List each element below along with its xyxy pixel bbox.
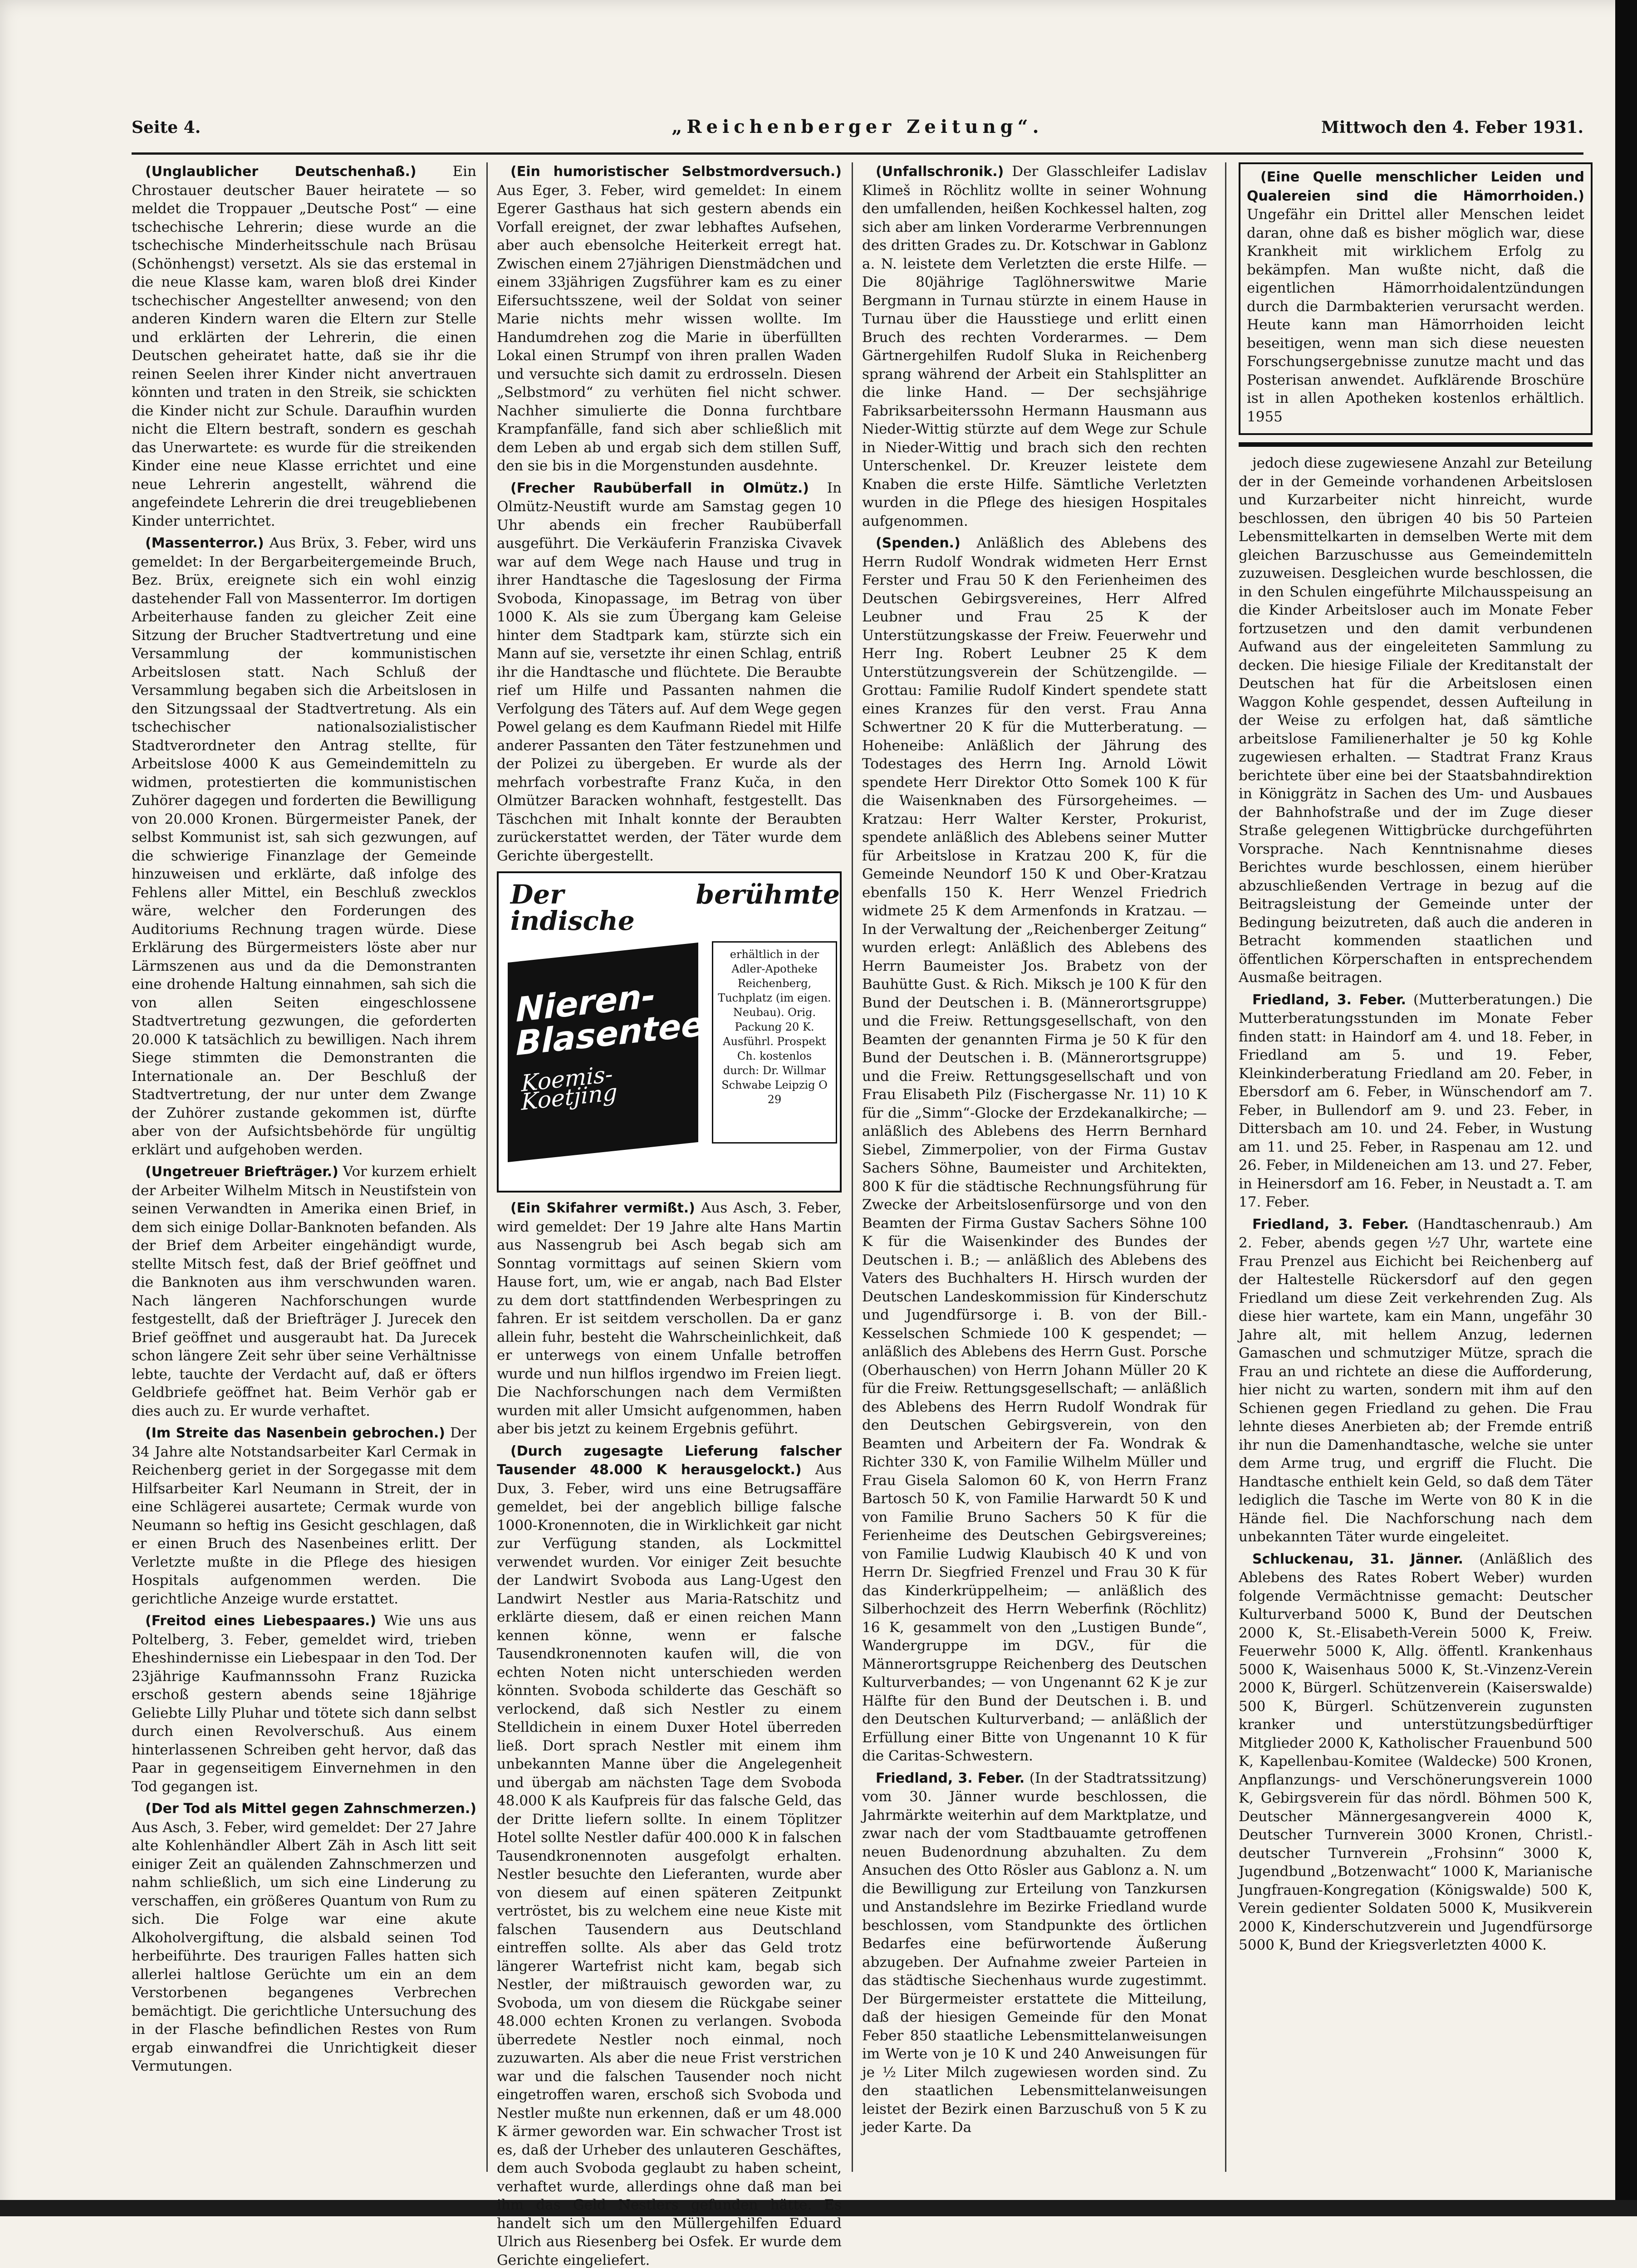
- article: [862, 1769, 1207, 2137]
- article-text: (Handtaschenraub.) Am 2. Feber, abends gegen ½7 Uhr, wartete eine Frau Prenzel aus Eichicht bei Reichenberg auf der Haltestelle Rückersdorf auf den gegen Friedland um diese Zeit verkehrenden Zug. Als diese hier wartete, kam ein Mann, ungefähr 30 Jahre alt, mit hellem Anzug, ledernen Gamaschen und schmutziger Mütze, sprach die Frau an und richtete an diese die Aufforderung, hier nicht zu warten, sondern mit ihm auf den Schienen gegen Friedland zu gehen. Die Frau lehnte dieses Anerbieten ab; der Fremde entriß ihr nun die Damenhandtasche, welche sie unter dem Arme trug, und ergriff die Flucht. Die Handtasche enthielt kein Geld, so daß dem Täter lediglich die Tasche im Werte von 80 K in die Hände fiel. Die Nachforschung nach dem unbekannten Täter wurde eingeleitet.: [1239, 1216, 1593, 1545]
- article-headline: (Ein Skifahrer vermißt.): [510, 1200, 695, 1216]
- article-headline: (Eine Quelle menschlicher Leiden und Qualereien sind die Hämorrhoiden.): [1247, 169, 1584, 204]
- article-headline: (Freitod eines Liebespaares.): [145, 1613, 376, 1629]
- newspaper-title: „Reichenberger Zeitung“.: [132, 116, 1583, 137]
- article-headline: (Der Tod als Mittel gegen Zahnschmerzen.): [145, 1801, 476, 1817]
- ad-banner: [508, 943, 698, 1162]
- column-divider: [1225, 162, 1226, 2172]
- article-headline: (Frecher Raubüberfall in Olmütz.): [510, 480, 809, 496]
- article: [1239, 1215, 1593, 1546]
- header-rule: [132, 152, 1583, 155]
- article-headline: (Durch zugesagte Lieferung falscher Tausender 48.000 K herausgelockt.): [497, 1443, 842, 1478]
- article-text: In Olmütz-Neustift wurde am Samstag gegen 10 Uhr abends ein frecher Raubüberfall ausgeführt. Die Verkäuferin Franziska Civavek war auf dem Wege nach Hause und trug in ihrer Handtasche die Tageslosung der Firma Svoboda, Kinopassage, im Betrag von über 1000 K. Als sie zum Übergang kam Geleise hinter dem Stadtpark kam, stürzte sich ein Mann auf sie, versetzte ihr einen Schlag, entriß ihr die Handtasche und flüchtete. Die Beraubte rief um Hilfe und Passanten nahmen die Verfolgung des Täters auf. Auf dem Wege gegen Powel gelang es dem Kaufmann Riedel mit Hilfe anderer Passanten den Täter festzunehmen und der Polizei zu übergeben. Er wurde als der mehrfach vorbestrafte Franz Kuča, in den Olmützer Baracken wohnhaft, festgestellt. Das Täschchen mit Inhalt konnte der Beraubten zurückerstattet werden, der Täter wurde dem Gerichte übergestellt.: [497, 480, 842, 864]
- article-headline: (Massenterror.): [145, 535, 264, 551]
- article-text: Ungefähr ein Drittel aller Menschen leidet daran, ohne daß es bisher möglich war, diese Krankheit mit wirklichem Erfolg zu bekämpfen. Man wußte nicht, daß die eigentlichen Hämorrhoidalentzündungen durch die Darmbakterien verursacht werden. Heute kann man Hämorrhoiden leicht beseitigen, wenn man sich diese neuesten Forschungsergebnisse zunutze macht und das Posterisan anwendet. Aufklärende Broschüre ist in allen Apotheken kostenlos erhältlich. 1955: [1247, 206, 1584, 425]
- article: [497, 162, 842, 475]
- article-text: Vor kurzem erhielt der Arbeiter Wilhelm Mitsch in Neustifstein von seinen Verwandten in Amerika einen Brief, in dem sich einige Dollar-Banknoten befanden. Als der Brief dem Arbeiter eingehändigt wurde, stellte Mitsch fest, daß der Brief geöffnet und die Banknoten aus ihm verschwunden waren. Nach längeren Nachforschungen wurde festgestellt, daß der Briefträger J. Jurecek den Brief geöffnet und ausgeraubt hat. Da Jurecek schon längere Zeit sehr über seine Verhältnisse lebte, tauchte der Verdacht auf, daß er öfters Geldbriefe geöffnet hat. Beim Verhör gab er dies auch zu. Er wurde verhaftet.: [132, 1163, 476, 1419]
- ad-brand: Koemis-Koetjing: [521, 1056, 698, 1111]
- scan-edge-right: [1615, 0, 1637, 2216]
- article: [497, 479, 842, 865]
- article: [497, 1442, 842, 2268]
- article-headline: Friedland, 3. Feber.: [1252, 992, 1406, 1008]
- notice-box: [1239, 162, 1593, 435]
- article: [862, 534, 1207, 1765]
- article-headline: Friedland, 3. Feber.: [1252, 1217, 1409, 1232]
- article-text: (Anläßlich des Ablebens des Rates Robert Weber) wurden folgende Vermächtnisse gemacht: Deutscher Kulturverband 5000 K, Bund der Deutschen 2000 K, St.-Elisabeth-Verein 5000 K, Freiw. Feuerwehr 5000 K, Allg. öffentl. Krankenhaus 5000 K, Waisenhaus 5000 K, St.-Vinzenz-Verein 2000 K, Bürgerl. Schützenverein (Kaiserswalde) 500 K, Bürgerl. Schützenverein zugunsten kranker und unterstützungsbedürftiger Mitglieder 2000 K, Katholischer Frauenbund 500 K, Kapellenbau-Komitee (Waldecke) 500 Kronen, Anpflanzungs- und Verschönerungsverein 1000 K, Gebirgsverein für das nördl. Böhmen 500 K, Deutscher Männergesangverein 4000 K, Deutscher Turnverein 3000 Kronen, Christl.-deutscher Turnverein „Frohsinn“ 3000 K, Jugendbund „Botzenwacht“ 1000 K, Marianische Jungfrauen-Kongregation (Königswalde) 500 K, Verein gedienter Soldaten 5000 K, Musikverein 2000 K, Kinderschutzverein und Jugendfürsorge 5000 K, Bund der Kriegsverletzten 4000 K.: [1239, 1551, 1593, 1954]
- article-text: (In der Stadtratssitzung) vom 30. Jänner wurde beschlossen, die Jahrmärkte weiterhin auf dem Marktplatze, und zwar nach der vom Stadtbauamte getroffenen neuen Budenordnung abzuhalten. Zu dem Ansuchen des Otto Rösler aus Gablonz a. N. um die Bewilligung zur Erteilung von Tanzkursen und Anstandslehre im Bezirke Friedland wurde beschlossen, vom Standpunkte des örtlichen Bedarfes eine befürwortende Äußerung abzugeben. Der Aufnahme zweier Parteien in das städtische Siechenhaus wurde zugestimmt. Der Bürgermeister erstattete die Mitteilung, daß der hiesigen Gemeinde für den Monat Feber 850 staatliche Lebensmittelanweisungen im Werte von je 10 K und 240 Anweisungen für je ½ Liter Milch zugewiesen worden sind. Zu den staatlichen Lebensmittelanweisungen leistet der Bezirk einen Barzuschuß von 5 K zu jeder Karte. Da: [862, 1770, 1207, 2136]
- article: [132, 1424, 476, 1608]
- article: [862, 162, 1207, 530]
- page-number: Seite 4.: [132, 118, 201, 137]
- article-text: Anläßlich des Ablebens des Herrn Rudolf Wondrak widmeten Herr Ernst Ferster und Frau 50 K den Ferienheimen des Deutschen Gebirgsvereines, Herr Alfred Leubner und Frau 25 K der Unterstützungskasse der Freiw. Feuerwehr und Herr Ing. Robert Leubner 25 K dem Unterstützungsverein der Schützengilde. — Grottau: Familie Rudolf Kindert spendete statt eines Kranzes für den verst. Frau Anna Schwertner 20 K für die Mutterberatung. — Hoheneibe: Anläßlich der Jährung des Todestages des Herrn Ing. Arnold Löwit spendete Herr Direktor Otto Somek 100 K für die Waisenknaben des Fürsorgeheimes. — Kratzau: Herr Walter Kerster, Prokurist, spendete anläßlich des Ablebens seiner Mutter für Arbeitslose in Kratzau 200 K, für die Gemeinde Neundorf 150 K und Ober-Kratzau ebenfalls 150 K. Herr Wenzel Friedrich widmete 25 K dem Armenfonds in Kratzau. — In der Verwaltung der „Reichenberger Zeitung“ wurden erlegt: Anläßlich des Ablebens des Herrn Baumeister Jos. Brabetz von der Bauhütte Gust. & Rich. Miksch je 100 K für den Bund der Deutschen i. B. (Männerortsgruppe) und die Freiw. Rettungsgesellschaft, von den Beamten der genannten Firma je 50 K für den Bund der Deutschen i. B. (Männerortsgruppe) und die Freiw. Rettungsgesellschaft und von Frau Elisabeth Pilz (Fischergasse Nr. 11) 10 K für die „Simm“-Glocke der Erzdekanalkirche; — anläßlich des Ablebens des Herrn Bernhard Siebel, Zimmerpolier, von der Firma Gustav Sachers Söhne, Baumeister und Architekten, 800 K für die städtische Rechnungsführung für Zwecke der Arbeitslosenfürsorge und von den Beamten der Firma Gustav Sachers Söhne 100 K für die Waisenkinder des Bundes der Deutschen i. B.; — anläßlich des Ablebens des Vaters des Buchhalters H. Hirsch wurden der Deutschen Landeskommission für Kinderschutz und Jugendfürsorge i. B. von der Bill.-Kesselschen Schmiede 100 K gespendet; — anläßlich des Ablebens des Herrn Gust. Porsche (Oberhauschen) von Herrn Johann Müller 20 K für die Freiw. Rettungsgesellschaft; — anläßlich des Ablebens des Herrn Rudolf Wondrak für den Deutschen Gebirgsverein, von den Beamten und Arbeitern der Fa. Wondrak & Richter 330 K, von Familie Wilhelm Müller und Frau Gisela Salomon 60 K, von Herrn Franz Bartosch 50 K, von Familie Harwardt 50 K und von Familie Bruno Sachers 50 K für die Ferienheime des Deutschen Gebirgsvereines; von Familie Ludwig Klaubisch 40 K und von Herrn Dr. Siegfried Frenzel und Frau 30 K für das Kinderkrüppelheim; — anläßlich des Silberhochzeit des Herrn Weberfink (Röchlitz) 16 K, gesammelt von den „Lustigen Bunde“, Wandergruppe im DGV., für die Männerortsgruppe Reichenberg des Deutschen Kulturverbandes; — von Ungenannt 62 K je zur Hälfte für den Bund der Deutschen i. B. und den Deutschen Kulturverband; — anläßlich der Erfüllung einer Bitte von Ungenannt 10 K für die Caritas-Schwestern.: [862, 535, 1207, 1764]
- advertisement: [497, 871, 842, 1193]
- article-text: Aus Asch, 3. Feber, wird gemeldet: Der 27 Jahre alte Kohlenhändler Albert Zäh in Asch litt seit einiger Zeit an quälenden Zahnschmerzen und nahm schließlich, um sich eine Linderung zu verschaffen, ein größeres Quantum von Rum zu sich. Die Folge war eine akute Alkoholvergiftung, die alsbald seinen Tod herbeiführte. Des traurigen Falles hatten sich allerlei haltlose Gerüchte um ein an dem Verstorbenen begangenes Verbrechen bemächtigt. Die gerichtliche Untersuchung des in der Flasche befindlichen Restes von Rum ergab einwandfrei die Unrichtigkeit dieser Vermutungen.: [132, 1819, 476, 2075]
- article-text: Aus Dux, 3. Feber, wird uns eine Betrugsaffäre gemeldet, bei der angeblich billige falsche 1000-Kronennoten, die in Wirklichkeit gar nicht zur Verfügung standen, als Lockmittel verwendet wurden. Vor einiger Zeit besuchte der Landwirt Svoboda aus Lang-Ugest den Landwirt Nestler aus Maria-Ratschitz und erklärte diesem, daß er einen reichen Mann kennen könne, wenn er falsche Tausendkronennoten kaufen will, die von echten Noten nicht unterschieden werden könnten. Svoboda schilderte das Geschäft so verlockend, daß sich Nestler zu einem Stelldichein in einem Duxer Hotel überreden ließ. Dort sprach Nestler mit einem ihm unbekannten Manne über die Angelegenheit und übergab am nächsten Tage dem Svoboda 48.000 K als Kaufpreis für das falsche Geld, das der Dritte liefern sollte. In einem Töplitzer Hotel sollte Nestler dafür 400.000 K in falschen Tausendkronennoten ausgefolgt erhalten. Nestler besuchte den Lieferanten, wurde aber von diesem auf einen späteren Zeitpunkt vertröstet, bis zu welchem eine neue Kiste mit falschen Tausendern aus Deutschland eintreffen sollte. Als aber das Geld trotz längerer Wartefrist nicht kam, begab sich Nestler, der mißtrauisch geworden war, zu Svoboda, um von diesem die Rückgabe seiner 48.000 echten Kronen zu verlangen. Svoboda überredete Nestler noch einmal, noch zuzuwarten. Als aber die neue Frist verstrichen war und die falschen Tausender noch nicht eingetroffen waren, erschoß sich Svoboda und Nestler mußte nun erkennen, daß er um 48.000 K ärmer geworden war. Ein schwacher Trost ist es, daß der Urheber des unlauteren Geschäftes, dem auch Svoboda geglaubt zu haben scheint, verhaftet wurde, allerdings ohne daß man bei ihm das Geld Nestlers gefunden hätte. Es handelt sich um den Müllergehilfen Eduard Ulrich aus Riesenberg bei Osfek. Er wurde dem Gerichte eingeliefert.: [497, 1461, 842, 2268]
- article-text: Der Glasschleifer Ladislav Klimeš in Röchlitz wollte in seiner Wohnung den umfallenden, heißen Kochkessel halten, zog sich aber am linken Vorderarme Verbrennungen des dritten Grades zu. Dr. Kotschwar in Gablonz a. N. leistete dem Verletzten die erste Hilfe. — Die 80jährige Taglöhnerswitwe Marie Bergmann in Turnau stürzte in einem Hause in Turnau über die Hausstiege und erlitt einen Bruch des rechten Vorderarmes. — Dem Gärtnergehilfen Rudolf Sluka in Reichenberg sprang während der Arbeit ein Stahlsplitter an die linke Hand. — Der sechsjährige Fabriksarbeiterssohn Hermann Hausmann aus Nieder-Wittig stürzte auf dem Wege zur Schule in Nieder-Wittig und brach sich den rechten Unterschenkel. Dr. Kreuzer leistete dem Knaben die erste Hilfe. Sämtliche Verletzten wurden in die Pflege des hiesigen Hospitales aufgenommen.: [862, 163, 1207, 529]
- article-text: jedoch diese zugewiesene Anzahl zur Beteilung der in der Gemeinde vorhandenen Arbeitslosen und Kurzarbeiter nicht hinreicht, wurde beschlossen, den übrigen 40 bis 50 Parteien Lebensmittelkarten in demselben Werte mit dem gleichen Barzuschusse aus Gemeindemitteln zuzuweisen. Desgleichen wurde beschlossen, die in den Schulen eingeführte Milchausspeisung an die Kinder Arbeitsloser auch im Monate Feber fortzusetzen und den damit verbundenen Aufwand aus der eingeleiteten Sammlung zu decken. Die hiesige Filiale der Kreditanstalt der Deutschen hat für die Arbeitslosen einen Waggon Kohle gespendet, dessen Aufteilung in der Weise zu erfolgen hat, daß sämtliche arbeitslose Familienerhalter je 50 kg Kohle zugewiesen erhalten. — Stadtrat Franz Kraus berichtete über eine bei der Staatsbahndirektion in Königgrätz in Sachen des Um- und Ausbaues der Bahnhofstraße und der im Zuge dieser Straße gelegenen Wittigbrücke durchgeführten Vorsprache. Nach Kenntnisnahme dieses Berichtes wurde beschlossen, einem hierüber abzuschließenden Vertrage in bezug auf die Beitragsleistung der Gemeinde unter der Bedingung beizutreten, daß auch die anderen in Betracht kommenden staatlichen und öffentlichen Körperschaften in entsprechendem Ausmaße beitragen.: [1239, 455, 1593, 986]
- ad-tagline: Der berühmte indische: [510, 881, 840, 934]
- article: [1239, 454, 1593, 987]
- article: [1239, 1550, 1593, 1955]
- article-text: Aus Brüx, 3. Feber, wird uns gemeldet: In der Bergarbeitergemeinde Bruch, Bez. Brüx, ereignete sich ein wohl einzig dastehender Fall von Massenterror. Im dortigen Arbeiterhause fanden zu gleicher Zeit eine Sitzung der Brucher Stadtvertretung und eine Versammlung der kommunistischen Arbeitslosen statt. Nach Schluß der Versammlung begaben sich die Arbeitslosen in den Sitzungssaal der Stadtvertretung. Als ein tschechischer nationalsozialistischer Stadtverordneter den Antrag stellte, für Arbeitslose 4000 K aus Gemeindemitteln zu widmen, protestierten die kommunistischen Zuhörer dagegen und forderten die Bewilligung von 20.000 Kronen. Bürgermeister Panek, der selbst Kommunist ist, sah sich gezwungen, auf die schwierige Finanzlage der Gemeinde hinzuweisen und erklärte, daß infolge des Fehlens aller Mittel, ein Beschluß zwecklos wäre, welcher den Forderungen des Auditoriums Rechnung tragen würde. Diese Erklärung des Bürgermeisters löste aber nur Lärmszenen aus und da die Demonstranten eine drohende Haltung einnahmen, sah sich die von allen Seiten eingeschlossene Stadtvertretung gezwungen, die geforderten 20.000 K tatsächlich zu bewilligen. Nach ihrem Siege stimmten die Demonstranten die Internationale an. Der Beschluß der Stadtvertretung, der nur unter dem Zwange der Zuhörer zustande gekommen ist, dürfte aber von der Aufsichtsbehörde für ungültig erklärt und aufgehoben werden.: [132, 535, 476, 1158]
- article-headline: (Unfallschronik.): [876, 164, 1004, 180]
- article: [132, 1612, 476, 1796]
- article: [132, 534, 476, 1159]
- column-2: [497, 162, 842, 2172]
- article-headline: (Unglaublicher Deutschenhaß.): [145, 164, 417, 180]
- column-divider: [852, 162, 853, 2172]
- column-divider: [486, 162, 488, 2172]
- column-3: [862, 162, 1207, 2172]
- article-headline: Friedland, 3. Feber.: [876, 1770, 1024, 1786]
- section-rule: [1239, 442, 1593, 447]
- article-headline: Schluckenau, 31. Jänner.: [1252, 1551, 1463, 1567]
- column-4: [1239, 162, 1593, 2172]
- column-1: [132, 162, 476, 2172]
- article-headline: (Ein humoristischer Selbstmordversuch.): [510, 164, 842, 180]
- article: [132, 1799, 476, 2076]
- article-headline: (Im Streite das Nasenbein gebrochen.): [145, 1425, 445, 1441]
- article: [132, 162, 476, 530]
- article-text: Aus Eger, 3. Feber, wird gemeldet: In einem Egerer Gasthaus hat sich gestern abends ein Vorfall ereignet, der zwar lebhaftes Aufsehen, aber auch ebensolche Heiterkeit erregt hat. Zwischen einem 27jährigen Dienstmädchen und einem 33jährigen Zugsführer kam es zu einer Eifersuchtsszene, weil der Soldat von seiner Marie nichts mehr wissen wollte. Im Handumdrehen zog die Marie in überfüllten Lokal einen Strumpf von ihren prallen Waden und versuchte sich damit zu erdrosseln. Diesen „Selbstmord“ zu verhüten fiel nicht schwer. Nachher simulierte die Donna furchtbare Krampfanfälle, fand sich aber schließlich mit dem Leben ab und ergab sich dem stillen Suff, den sie bis in die Morgenstunden ausdehnte.: [497, 182, 842, 474]
- article-text: Wie uns aus Poltelberg, 3. Feber, gemeldet wird, trieben Eheshindernisse ein Liebespaar in den Tod. Der 23jährige Kaufmannssohn Franz Ruzicka erschoß gestern abends seine 18jährige Geliebte Lilly Pluhar und tötete sich dann selbst durch einen Revolverschuß. Aus einem hinterlassenen Schreiben geht hervor, daß das Paar in gegenseitigem Einvernehmen in den Tod gegangen ist.: [132, 1613, 476, 1795]
- article-text: Der 34 Jahre alte Notstandsarbeiter Karl Cermak in Reichenberg geriet in der Sorgegasse mit dem Hilfsarbeiter Karl Neumann in Streit, der in eine Schlägerei ausartete; Cermak wurde von Neumann so heftig ins Gesicht geschlagen, daß er einen Bruch des Nasenbeines erlitt. Der Verletzte mußte in die Pflege des hiesigen Hospitals aufgenommen werden. Die gerichtliche Anzeige wurde erstattet.: [132, 1425, 476, 1607]
- article: [132, 1163, 476, 1420]
- article-text: Ein Chrostauer deutscher Bauer heiratete — so meldet die Troppauer „Deutsche Post“ — eine tschechische Lehrerin; diese wurde an die tschechische Minderheitsschule nach Brüsau (Schönhengst) versetzt. Als sie das erstemal in die neue Klasse kam, waren bloß drei Kinder tschechischer Angestellter anwesend; von den anderen Kindern waren die Eltern zur Stelle und erklärten der Lehrerin, die einen Deutschen geheiratet hatte, daß sie ihr die reinen Seelen ihrer Kinder nicht anvertrauen könnten und traten in den Streik, sie schickten die Kinder nicht zur Schule. Daraufhin wurden nicht die Eltern bestraft, sondern es geschah das Unerwartete: es wurde für die streikenden Kinder eine neue Klasse errichtet und eine neue Lehrerin angestellt, während die angefeindete Lehrerin die drei treugebliebenen Kinder unterrichtet.: [132, 163, 476, 529]
- issue-date: Mittwoch den 4. Feber 1931.: [1321, 118, 1583, 137]
- article-headline: (Spenden.): [876, 535, 961, 551]
- article: [1247, 168, 1584, 426]
- article: [497, 1199, 842, 1438]
- ad-product-name: Nieren-Blasentee: [516, 974, 704, 1061]
- article-text: (Mutterberatungen.) Die Mutterberatungsstunden im Monate Feber finden statt: in Haindorf am 4. und 18. Feber, in Friedland am 5. und 19. Feber, Kleinkinderberatung Friedland am 20. Feber, in Ebersdorf am 6. Feber, in Wünschendorf am 7. Feber, in Bullendorf am 9. und 23. Feber, in Dittersbach am 10. und 24. Feber, in Wustung am 11. und 25. Feber, in Raspenau am 12. und 26. Feber, in Mildeneichen am 13. und 27. Feber, in Heinersdorf am 16. Feber, in Neustadt a. T. am 17. Feber.: [1239, 992, 1593, 1211]
- page-header: [132, 114, 1583, 142]
- article-headline: (Ungetreuer Briefträger.): [145, 1164, 338, 1180]
- article-text: Aus Asch, 3. Feber, wird gemeldet: Der 19 Jahre alte Hans Martin aus Nassengrub bei Asch begab sich am Sonntag vormittags auf seinen Skiern vom Hause fort, um, wie er angab, nach Bad Elster zu dem dort stattfindenden Werbespringen zu fahren. Er ist seitdem verschollen. Da er ganz allein fuhr, besteht die Wahrscheinlichkeit, daß er unterwegs von einem Unfalle betroffen wurde und nun hilflos irgendwo im Freien liegt. Die Nachforschungen nach dem Vermißten wurden mit aller Umsicht aufgenommen, haben aber bis jetzt zu keinem Ergebnis geführt.: [497, 1200, 842, 1437]
- article: [1239, 991, 1593, 1212]
- ad-info-box: erhältlich in der Adler-Apotheke Reichenberg, Tuchplatz (im eigen. Neubau). Orig. Packung 20 K. Ausführl. Prospekt Ch. kostenlos durch: Dr. Willmar Schwabe Leipzig O 29: [712, 941, 837, 1144]
